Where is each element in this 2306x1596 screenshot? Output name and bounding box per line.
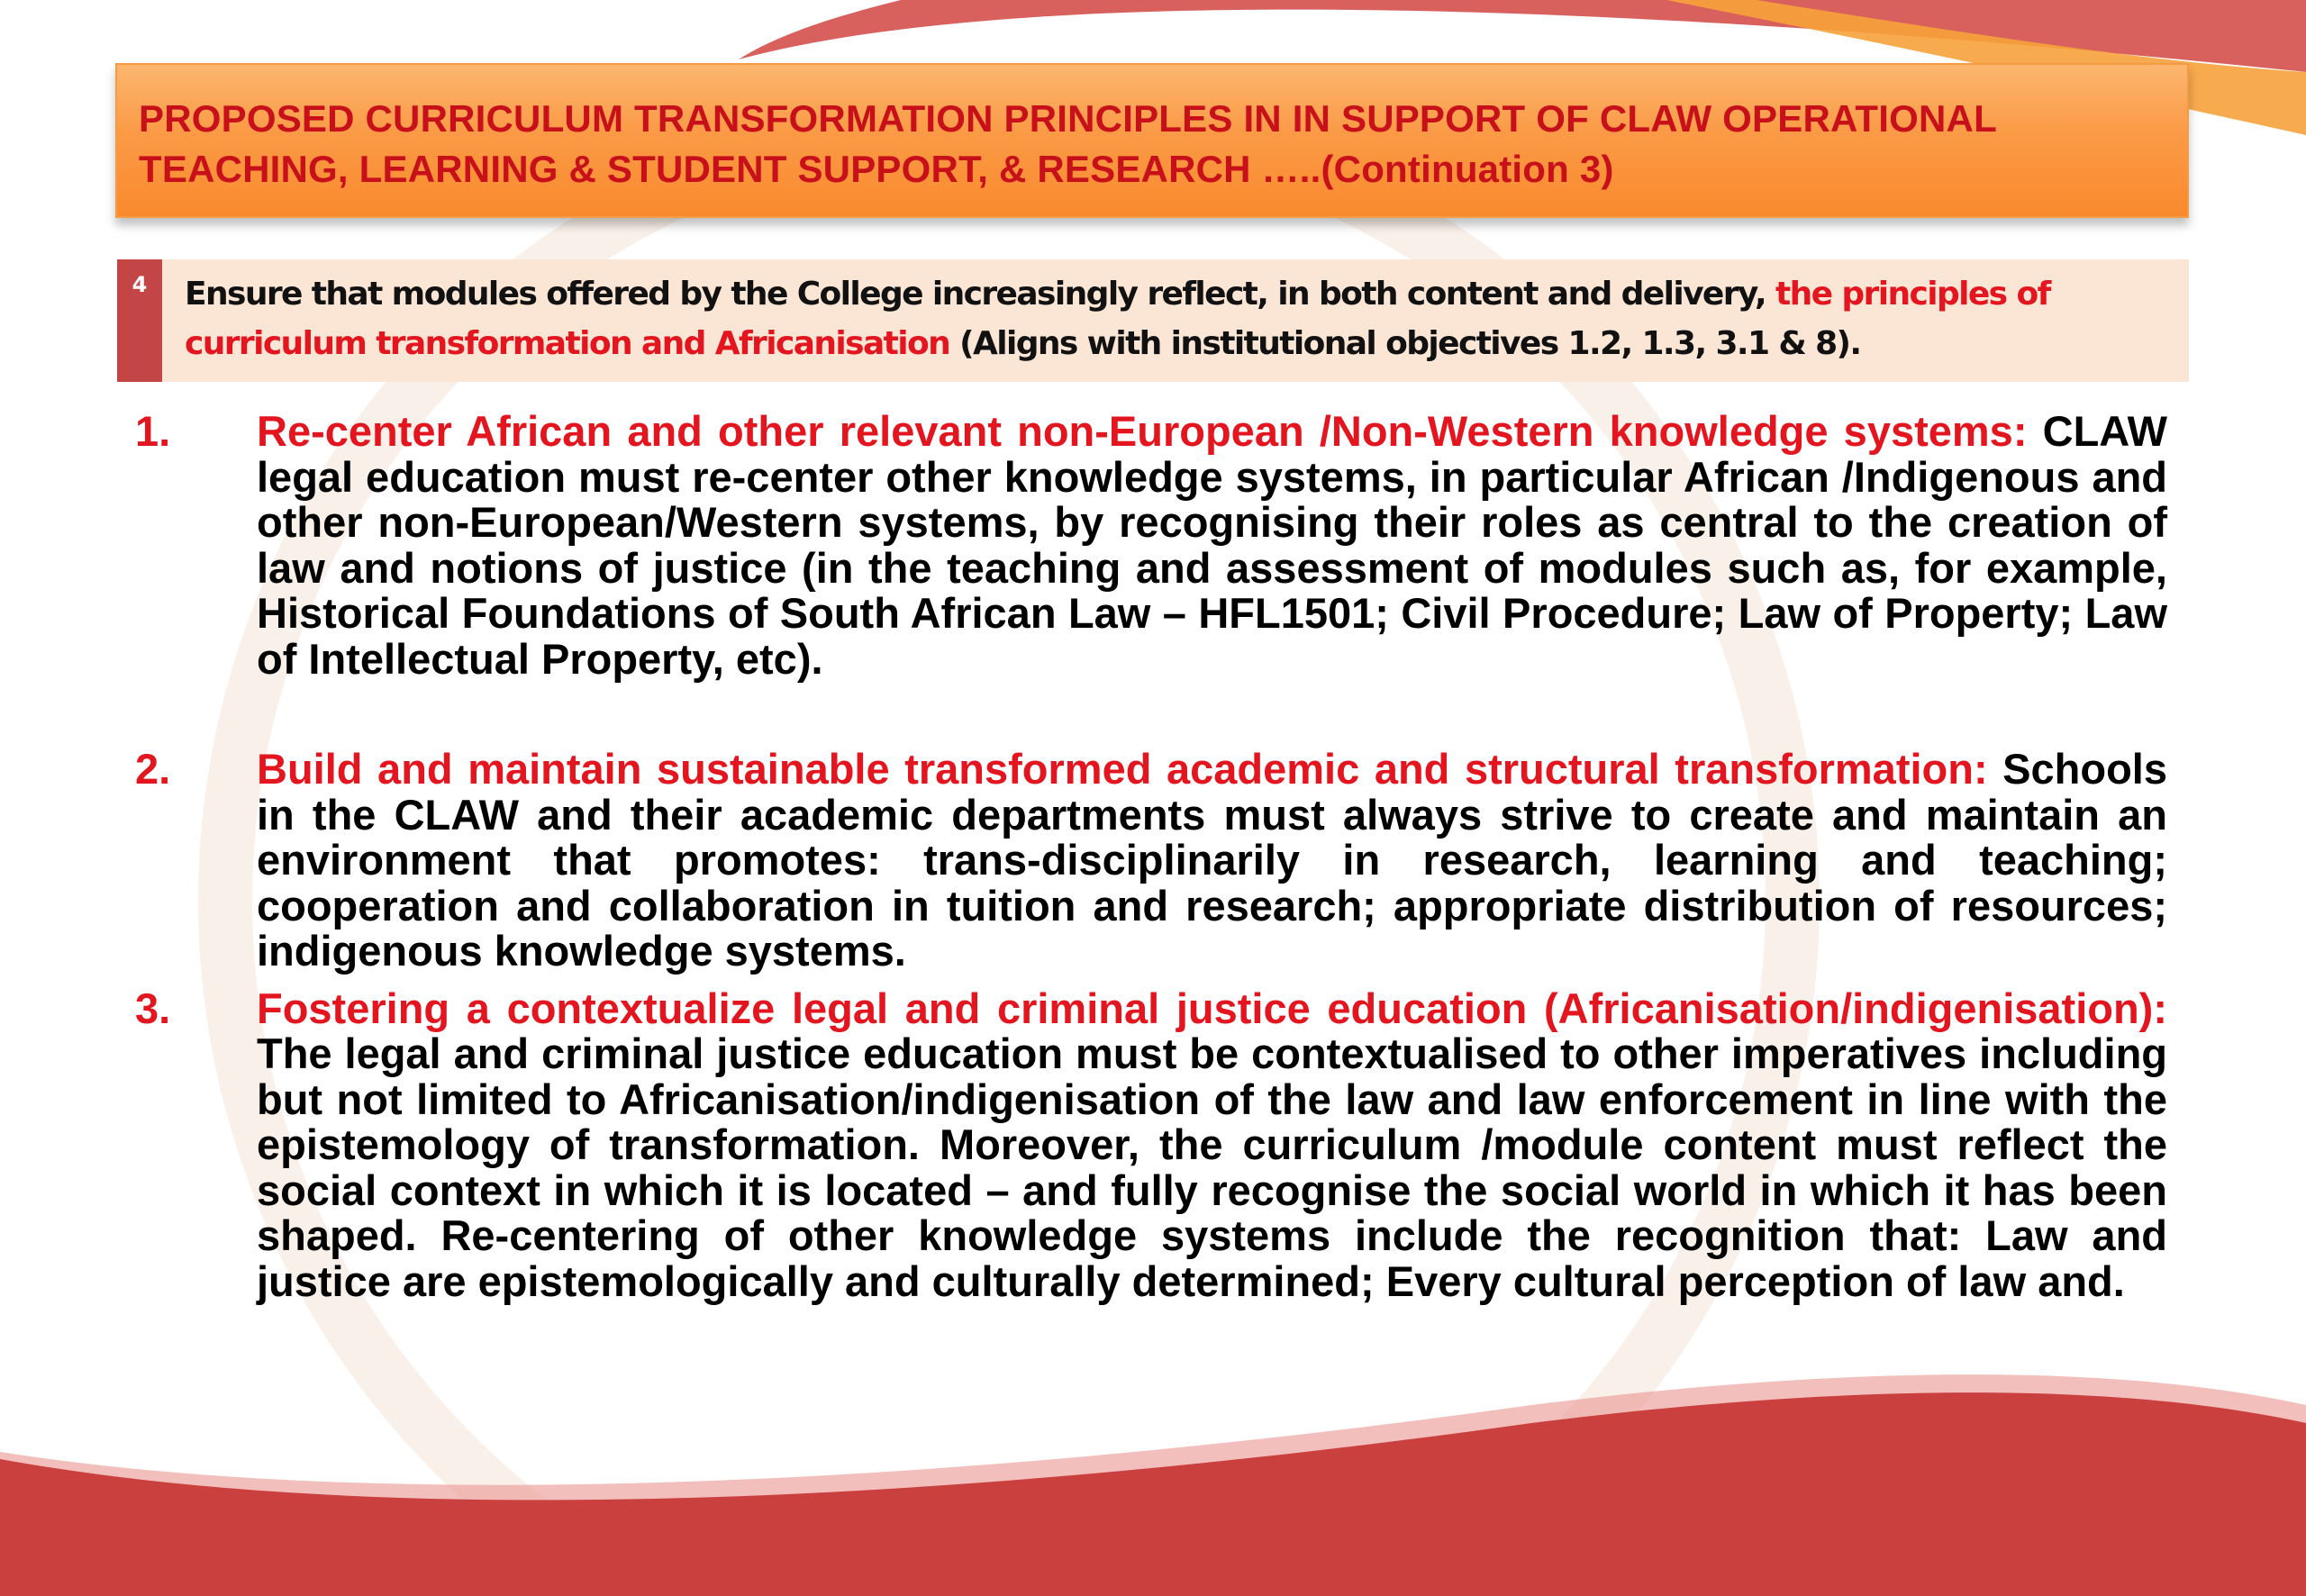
list-item-body: The legal and criminal justice education must be contextualised to other imperatives including but not limited to Africanisation/indigenisation of the law and law enforcement in line with the epistemology of transformation. Moreover, the curriculum /module content must reflect the social context in which it is located – and fully recognise the social world in which it has been shaped. Re-centering of other knowledge systems include the recognition that: Law and justice are epistemologically and culturally determined; Every cultural perception of law and. [257, 1029, 2167, 1305]
objective-text-after: (Aligns with institutional objectives 1.2, 1.3, 3.1 & 8). [949, 325, 1861, 362]
principles-list [135, 409, 2167, 1304]
list-item-heading: Build and maintain sustainable transformed academic and structural transformation: [257, 745, 1988, 793]
list-item-heading: Re-center African and other relevant non-European /Non-Western knowledge systems: [257, 407, 2028, 455]
title-bar [115, 63, 2189, 218]
slide-title: PROPOSED CURRICULUM TRANSFORMATION PRINCIPLES IN IN SUPPORT OF CLAW OPERATIONAL TEACHING, LEARNING & STUDENT SUPPORT, & RESEARCH …..(Continuation 3) [139, 97, 1997, 190]
list-item [135, 986, 2167, 1305]
objective-number: 4 [132, 272, 148, 297]
list-item-text [257, 747, 2167, 975]
list-item-number: 2. [135, 745, 171, 793]
list-item-number: 3. [135, 984, 171, 1032]
objective-text [185, 269, 2175, 368]
list-item-body: Schools in the CLAW and their academic departments must always strive to create and maintain an environment that promotes: trans-disciplinarily in research, learning and teaching; cooperation and collaboration in tuition and research; appropriate distribution of resources; indigenous knowledge systems. [257, 745, 2168, 975]
list-item [135, 747, 2167, 975]
list-item-heading: Fostering a contextualize legal and criminal justice education (Africanisation/indigenisation): [257, 984, 2167, 1032]
list-item-number: 1. [135, 407, 171, 455]
list-item-text [257, 409, 2167, 682]
objective-highlight: the principles of curriculum transformation and Africanisation [185, 276, 2050, 362]
list-item-body: CLAW legal education must re-center other knowledge systems, in particular African /Indigenous and other non-European/Western systems, by recognising their roles as central to the creation of law and notions of justice (in the teaching and assessment of modules such as, for example, Historical Foundations of South African Law – HFL1501; Civil Procedure; Law of Property; Law of Intellectual Property, etc). [257, 407, 2168, 683]
objective-number-tab [117, 259, 162, 382]
objective-box [117, 259, 2189, 382]
list-item [135, 409, 2167, 682]
list-item-text [257, 986, 2167, 1305]
objective-text-before: Ensure that modules offered by the College increasingly reflect, in both content and delivery, [185, 276, 1775, 313]
